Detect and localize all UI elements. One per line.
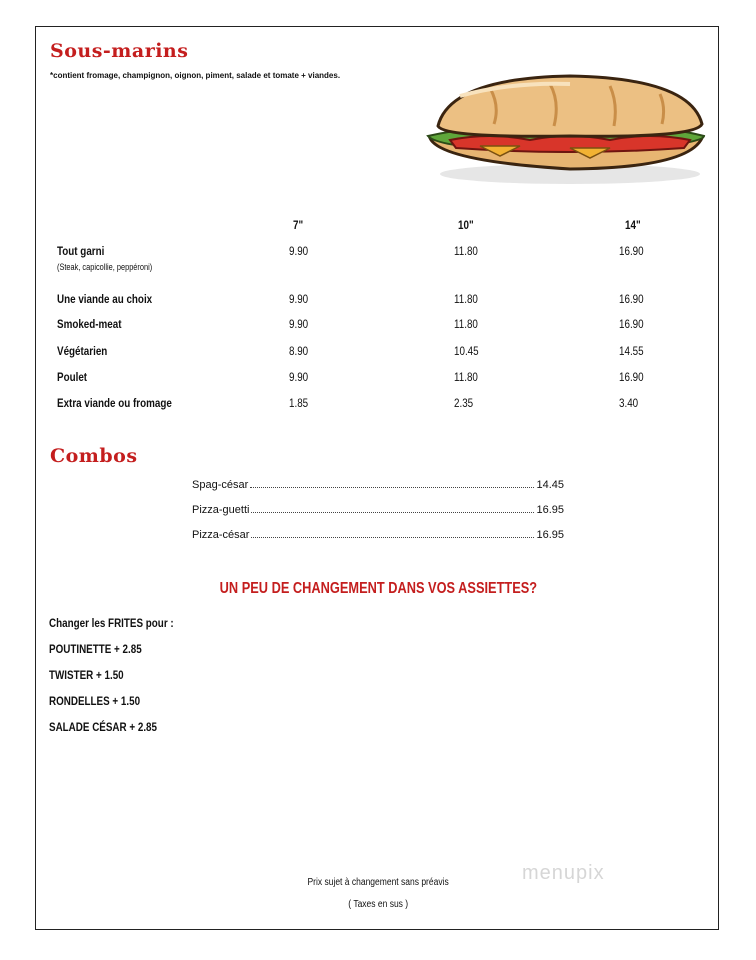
dot-leader (251, 537, 534, 538)
sub-item-name: Extra viande ou fromage (57, 396, 172, 410)
sub-item-price: 10.45 (454, 344, 479, 358)
size-header-10: 10" (458, 218, 474, 232)
sub-item-name: Smoked-meat (57, 317, 122, 331)
sub-item-price: 11.80 (454, 244, 478, 258)
sub-item-price: 11.80 (454, 292, 478, 306)
footer-line1: Prix sujet à changement sans préavis (307, 877, 449, 888)
footer-line2: ( Taxes en sus ) (348, 899, 408, 910)
dot-leader (251, 512, 534, 513)
changes-headline-text: UN PEU DE CHANGEMENT DANS VOS ASSIETTES? (219, 580, 537, 597)
fries-change-intro: Changer les FRITES pour : (49, 616, 174, 630)
sub-item-description: (Steak, capicollie, peppéroni) (57, 262, 153, 272)
sub-item-price: 11.80 (454, 370, 478, 384)
sandwich-illustration (420, 66, 710, 188)
combo-row (192, 529, 564, 541)
sub-item-name: Une viande au choix (57, 292, 153, 306)
watermark: menupix (522, 862, 605, 884)
changes-headline (0, 580, 756, 598)
sub-item-name: Poulet (57, 370, 88, 384)
sub-item-price: 16.90 (619, 370, 644, 384)
fries-option: POUTINETTE + 2.85 (49, 642, 142, 656)
sub-item-price: 16.90 (619, 244, 644, 258)
sub-item-price: 2.35 (454, 396, 474, 410)
combo-name: Pizza-guetti (192, 504, 250, 516)
combo-price: 16.95 (536, 504, 564, 516)
sub-item-price: 9.90 (289, 244, 309, 258)
combo-row (192, 504, 564, 516)
subs-title: Sous-marins (50, 40, 189, 62)
sub-item-price: 9.90 (289, 292, 309, 306)
sub-item-price: 16.90 (619, 292, 644, 306)
fries-option: SALADE CÉSAR + 2.85 (49, 720, 158, 734)
size-header-7: 7" (293, 218, 304, 232)
combos-title: Combos (50, 445, 138, 467)
sub-item-price: 9.90 (289, 370, 309, 384)
footer-disclaimer (0, 877, 756, 888)
combo-name: Pizza-césar (192, 529, 250, 541)
sub-item-name: Végétarien (57, 344, 108, 358)
subs-note: *contient fromage, champignon, oignon, piment, salade et tomate + viandes. (50, 71, 341, 80)
sub-item-price: 16.90 (619, 317, 644, 331)
fries-option: TWISTER + 1.50 (49, 668, 124, 682)
sub-item-price: 14.55 (619, 344, 644, 358)
sub-item-price: 11.80 (454, 317, 478, 331)
fries-option: RONDELLES + 1.50 (49, 694, 141, 708)
sub-item-name: Tout garni (57, 244, 105, 258)
combo-price: 16.95 (536, 529, 564, 541)
combo-price: 14.45 (536, 479, 564, 491)
size-header-14: 14" (625, 218, 641, 232)
sub-item-price: 9.90 (289, 317, 309, 331)
combo-name: Spag-césar (192, 479, 249, 491)
dot-leader (250, 487, 534, 488)
sub-item-price: 3.40 (619, 396, 639, 410)
sub-item-price: 1.85 (289, 396, 309, 410)
sub-item-price: 8.90 (289, 344, 309, 358)
combo-row (192, 479, 564, 491)
footer-taxes (0, 899, 756, 910)
